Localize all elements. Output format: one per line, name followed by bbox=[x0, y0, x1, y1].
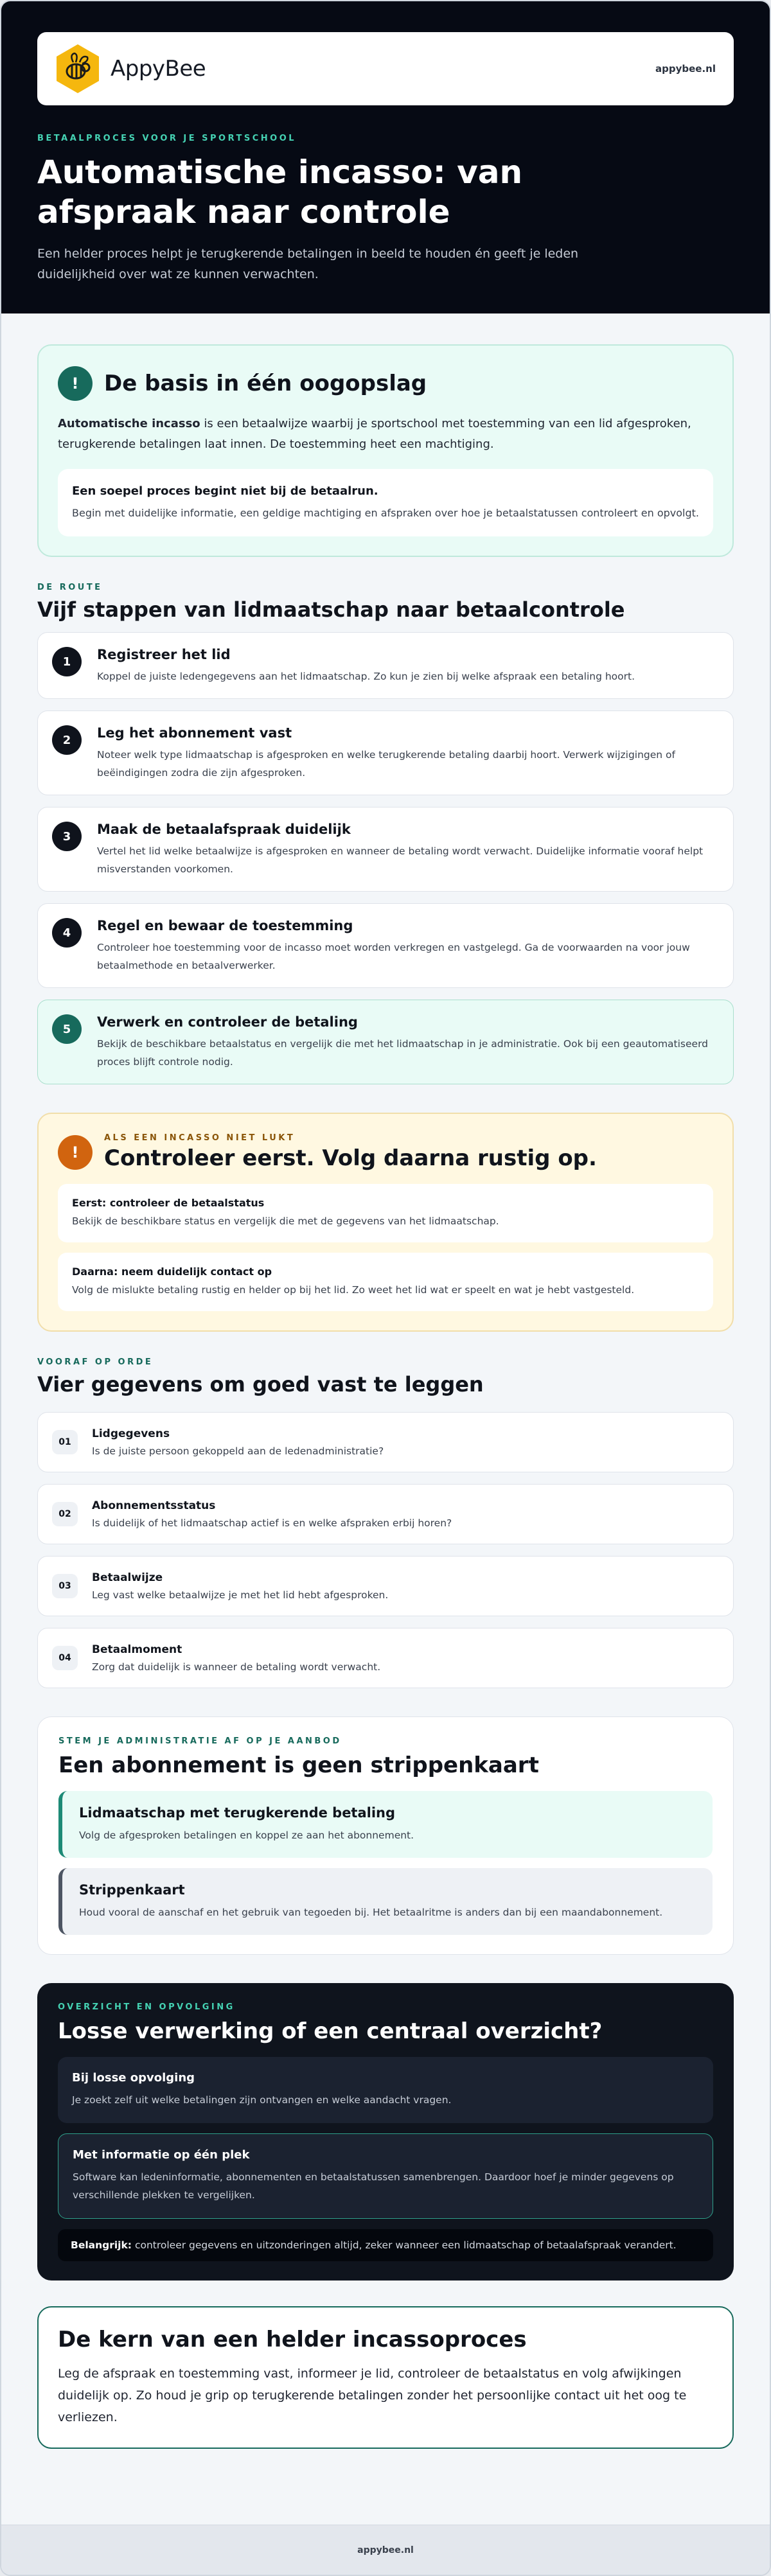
hero-subtitle: Een helder proces helpt je terugkerende betalingen in beeld te houden én geeft je leden duidelijkheid over wat ze kunnen verwachten. bbox=[37, 247, 579, 281]
bee-logo-icon bbox=[54, 43, 102, 94]
page-title: Automatische incasso: van afspraak naar controle bbox=[37, 154, 523, 231]
order-title: Vier gegevens om goed vast te leggen bbox=[37, 1372, 484, 1397]
warning-title: Controleer eerst. Volg daarna rustig op. bbox=[104, 1145, 597, 1171]
hero bbox=[1, 1, 770, 313]
step-4 bbox=[37, 903, 734, 988]
basis-lead bbox=[58, 414, 713, 455]
item-title: Lidgegevens bbox=[92, 1427, 170, 1440]
overview-option-central bbox=[58, 2133, 713, 2219]
list-item bbox=[37, 1556, 734, 1616]
main-content bbox=[1, 313, 770, 2449]
overview-note bbox=[58, 2229, 713, 2261]
step-title: Registreer het lid bbox=[97, 647, 231, 662]
warning-icon: ! bbox=[58, 1135, 93, 1170]
step-text: Bekijk de beschikbare betaalstatus en vergelijk die met het lidmaatschap in je administratie. Ook bij een geautomatiseerd proces blijft controle nodig. bbox=[97, 1038, 709, 1068]
warning-box-title: Daarna: neem duidelijk contact op bbox=[72, 1266, 272, 1278]
item-title: Betaalwijze bbox=[92, 1571, 163, 1584]
item-title: Betaalmoment bbox=[92, 1643, 182, 1656]
list-item bbox=[37, 1412, 734, 1472]
warning-eyebrow: ALS EEN INCASSO NIET LUKT bbox=[104, 1133, 296, 1143]
warning-box-contact bbox=[58, 1253, 713, 1311]
basis-card bbox=[37, 344, 734, 557]
strippenkaart-card bbox=[37, 1716, 734, 1955]
item-text: Is de juiste persoon gekoppeld aan de ledenadministratie? bbox=[92, 1445, 384, 1457]
item-badge: 03 bbox=[52, 1574, 78, 1598]
step-text: Noteer welk type lidmaatschap is afgesproken en welke terugkerende betaling daarbij hoort. Verwerk wijzigingen of beëindigingen zodra die zijn afgesproken. bbox=[97, 749, 675, 779]
warning-box-text: Volg de mislukte betaling rustig en helder op bij het lid. Zo weet het lid wat er speelt en wat je hebt vastgesteld. bbox=[72, 1284, 635, 1296]
note-label: Belangrijk: bbox=[71, 2239, 132, 2251]
summary-card bbox=[37, 2306, 734, 2449]
brand-name: AppyBee bbox=[111, 56, 206, 82]
option-title: Strippenkaart bbox=[79, 1882, 185, 1898]
data-items-list bbox=[37, 1412, 734, 1688]
failed-incasso-card bbox=[37, 1113, 734, 1332]
basis-title: De basis in één oogopslag bbox=[104, 371, 427, 396]
item-text: Is duidelijk of het lidmaatschap actief is en welke afspraken erbij horen? bbox=[92, 1517, 452, 1529]
step-text: Vertel het lid welke betaalwijze is afgesproken en wanneer de betaling wordt verwacht. Duidelijke informatie vooraf helpt misverstanden voorkomen. bbox=[97, 845, 704, 875]
footer bbox=[1, 2525, 770, 2575]
item-badge: 02 bbox=[52, 1502, 78, 1526]
list-item bbox=[37, 1484, 734, 1544]
steps-list bbox=[37, 632, 734, 1084]
option-strippenkaart bbox=[58, 1868, 713, 1935]
item-text: Leg vast welke betaalwijze je met het lid hebt afgesproken. bbox=[92, 1589, 389, 1601]
step-number: 5 bbox=[52, 1014, 82, 1044]
order-eyebrow: VOORAF OP ORDE bbox=[37, 1357, 154, 1367]
step-number: 2 bbox=[52, 725, 82, 755]
step-number: 1 bbox=[52, 647, 82, 676]
basis-lead-text: is een betaalwijze waarbij je sportschool met toestemming van een lid afgesproken, terugkerende betalingen laat innen. De toestemming heet een machtiging. bbox=[58, 417, 691, 451]
summary-title: De kern van een helder incassoproces bbox=[58, 2327, 527, 2352]
overview-option-loose bbox=[58, 2057, 713, 2123]
step-text: Controleer hoe toestemming voor de incasso moet worden verkregen en vastgelegd. Ga de voorwaarden na voor jouw betaalmethode en betaalverwerker. bbox=[97, 942, 690, 971]
step-title: Verwerk en controleer de betaling bbox=[97, 1014, 358, 1030]
overview-card bbox=[37, 1983, 734, 2280]
basis-lead-bold: Automatische incasso bbox=[58, 417, 200, 430]
step-number: 4 bbox=[52, 918, 82, 948]
footer-domain-link[interactable]: appybee.nl bbox=[357, 2545, 414, 2555]
info-icon: ! bbox=[58, 366, 93, 401]
step-text: Koppel de juiste ledengegevens aan het lidmaatschap. Zo kun je zien bij welke afspraak een betaling hoort. bbox=[97, 671, 635, 682]
step-1 bbox=[37, 632, 734, 699]
route-title: Vijf stappen van lidmaatschap naar betaalcontrole bbox=[37, 597, 625, 622]
step-5 bbox=[37, 1000, 734, 1084]
strip-title: Een abonnement is geen strippenkaart bbox=[58, 1752, 539, 1778]
basis-tip bbox=[58, 469, 713, 536]
basis-tip-title: Een soepel proces begint niet bij de betaalrun. bbox=[72, 484, 378, 498]
option-title: Lidmaatschap met terugkerende betaling bbox=[79, 1805, 396, 1821]
list-item bbox=[37, 1628, 734, 1688]
brand-bar bbox=[37, 32, 734, 105]
step-title: Regel en bewaar de toestemming bbox=[97, 918, 353, 933]
step-title: Leg het abonnement vast bbox=[97, 725, 292, 741]
item-badge: 01 bbox=[52, 1430, 78, 1454]
overview-option-text: Je zoekt zelf uit welke betalingen zijn ontvangen en welke aandacht vragen. bbox=[72, 2094, 452, 2106]
option-text: Volg de afgesproken betalingen en koppel ze aan het abonnement. bbox=[79, 1830, 414, 1841]
overview-option-title: Met informatie op één plek bbox=[73, 2148, 250, 2162]
item-text: Zorg dat duidelijk is wanneer de betaling wordt verwacht. bbox=[92, 1661, 381, 1673]
step-2 bbox=[37, 710, 734, 795]
warning-box-check bbox=[58, 1184, 713, 1242]
item-badge: 04 bbox=[52, 1646, 78, 1670]
strip-eyebrow: STEM JE ADMINISTRATIE AF OP JE AANBOD bbox=[58, 1736, 342, 1746]
header-domain-link[interactable]: appybee.nl bbox=[655, 63, 716, 75]
overview-option-text: Software kan ledeninformatie, abonnementen en betaalstatussen samenbrengen. Daardoor hoef je minder gegevens op verschillende plekken te vergelijken. bbox=[73, 2171, 674, 2201]
summary-text: Leg de afspraak en toestemming vast, informeer je lid, controleer de betaalstatus en volg afwijkingen duidelijk op. Zo houd je grip op terugkerende betalingen zonder het persoonlijke contact uit het oog te verliezen. bbox=[58, 2367, 687, 2424]
overview-option-title: Bij losse opvolging bbox=[72, 2071, 195, 2085]
overview-title: Losse verwerking of een centraal overzicht? bbox=[58, 2018, 603, 2044]
warning-box-title: Eerst: controleer de betaalstatus bbox=[72, 1197, 265, 1209]
step-3 bbox=[37, 807, 734, 892]
warning-box-text: Bekijk de beschikbare status en vergelijk die met de gegevens van het lidmaatschap. bbox=[72, 1215, 499, 1227]
basis-tip-text: Begin met duidelijke informatie, een geldige machtiging en afspraken over hoe je betaalstatussen controleert en opvolgt. bbox=[72, 507, 700, 519]
hero-eyebrow: BETAALPROCES VOOR JE SPORTSCHOOL bbox=[37, 134, 297, 143]
option-text: Houd vooral de aanschaf en het gebruik van tegoeden bij. Het betaalritme is anders dan bij een maandabonnement. bbox=[79, 1907, 663, 1918]
note-text: controleer gegevens en uitzonderingen altijd, zeker wanneer een lidmaatschap of betaalafspraak verandert. bbox=[132, 2239, 677, 2251]
option-membership bbox=[58, 1791, 713, 1858]
brand[interactable] bbox=[54, 43, 206, 94]
route-eyebrow: DE ROUTE bbox=[37, 583, 103, 592]
item-title: Abonnementsstatus bbox=[92, 1499, 216, 1512]
step-title: Maak de betaalafspraak duidelijk bbox=[97, 822, 351, 837]
step-number: 3 bbox=[52, 822, 82, 851]
overview-eyebrow: OVERZICHT EN OPVOLGING bbox=[58, 2002, 235, 2012]
